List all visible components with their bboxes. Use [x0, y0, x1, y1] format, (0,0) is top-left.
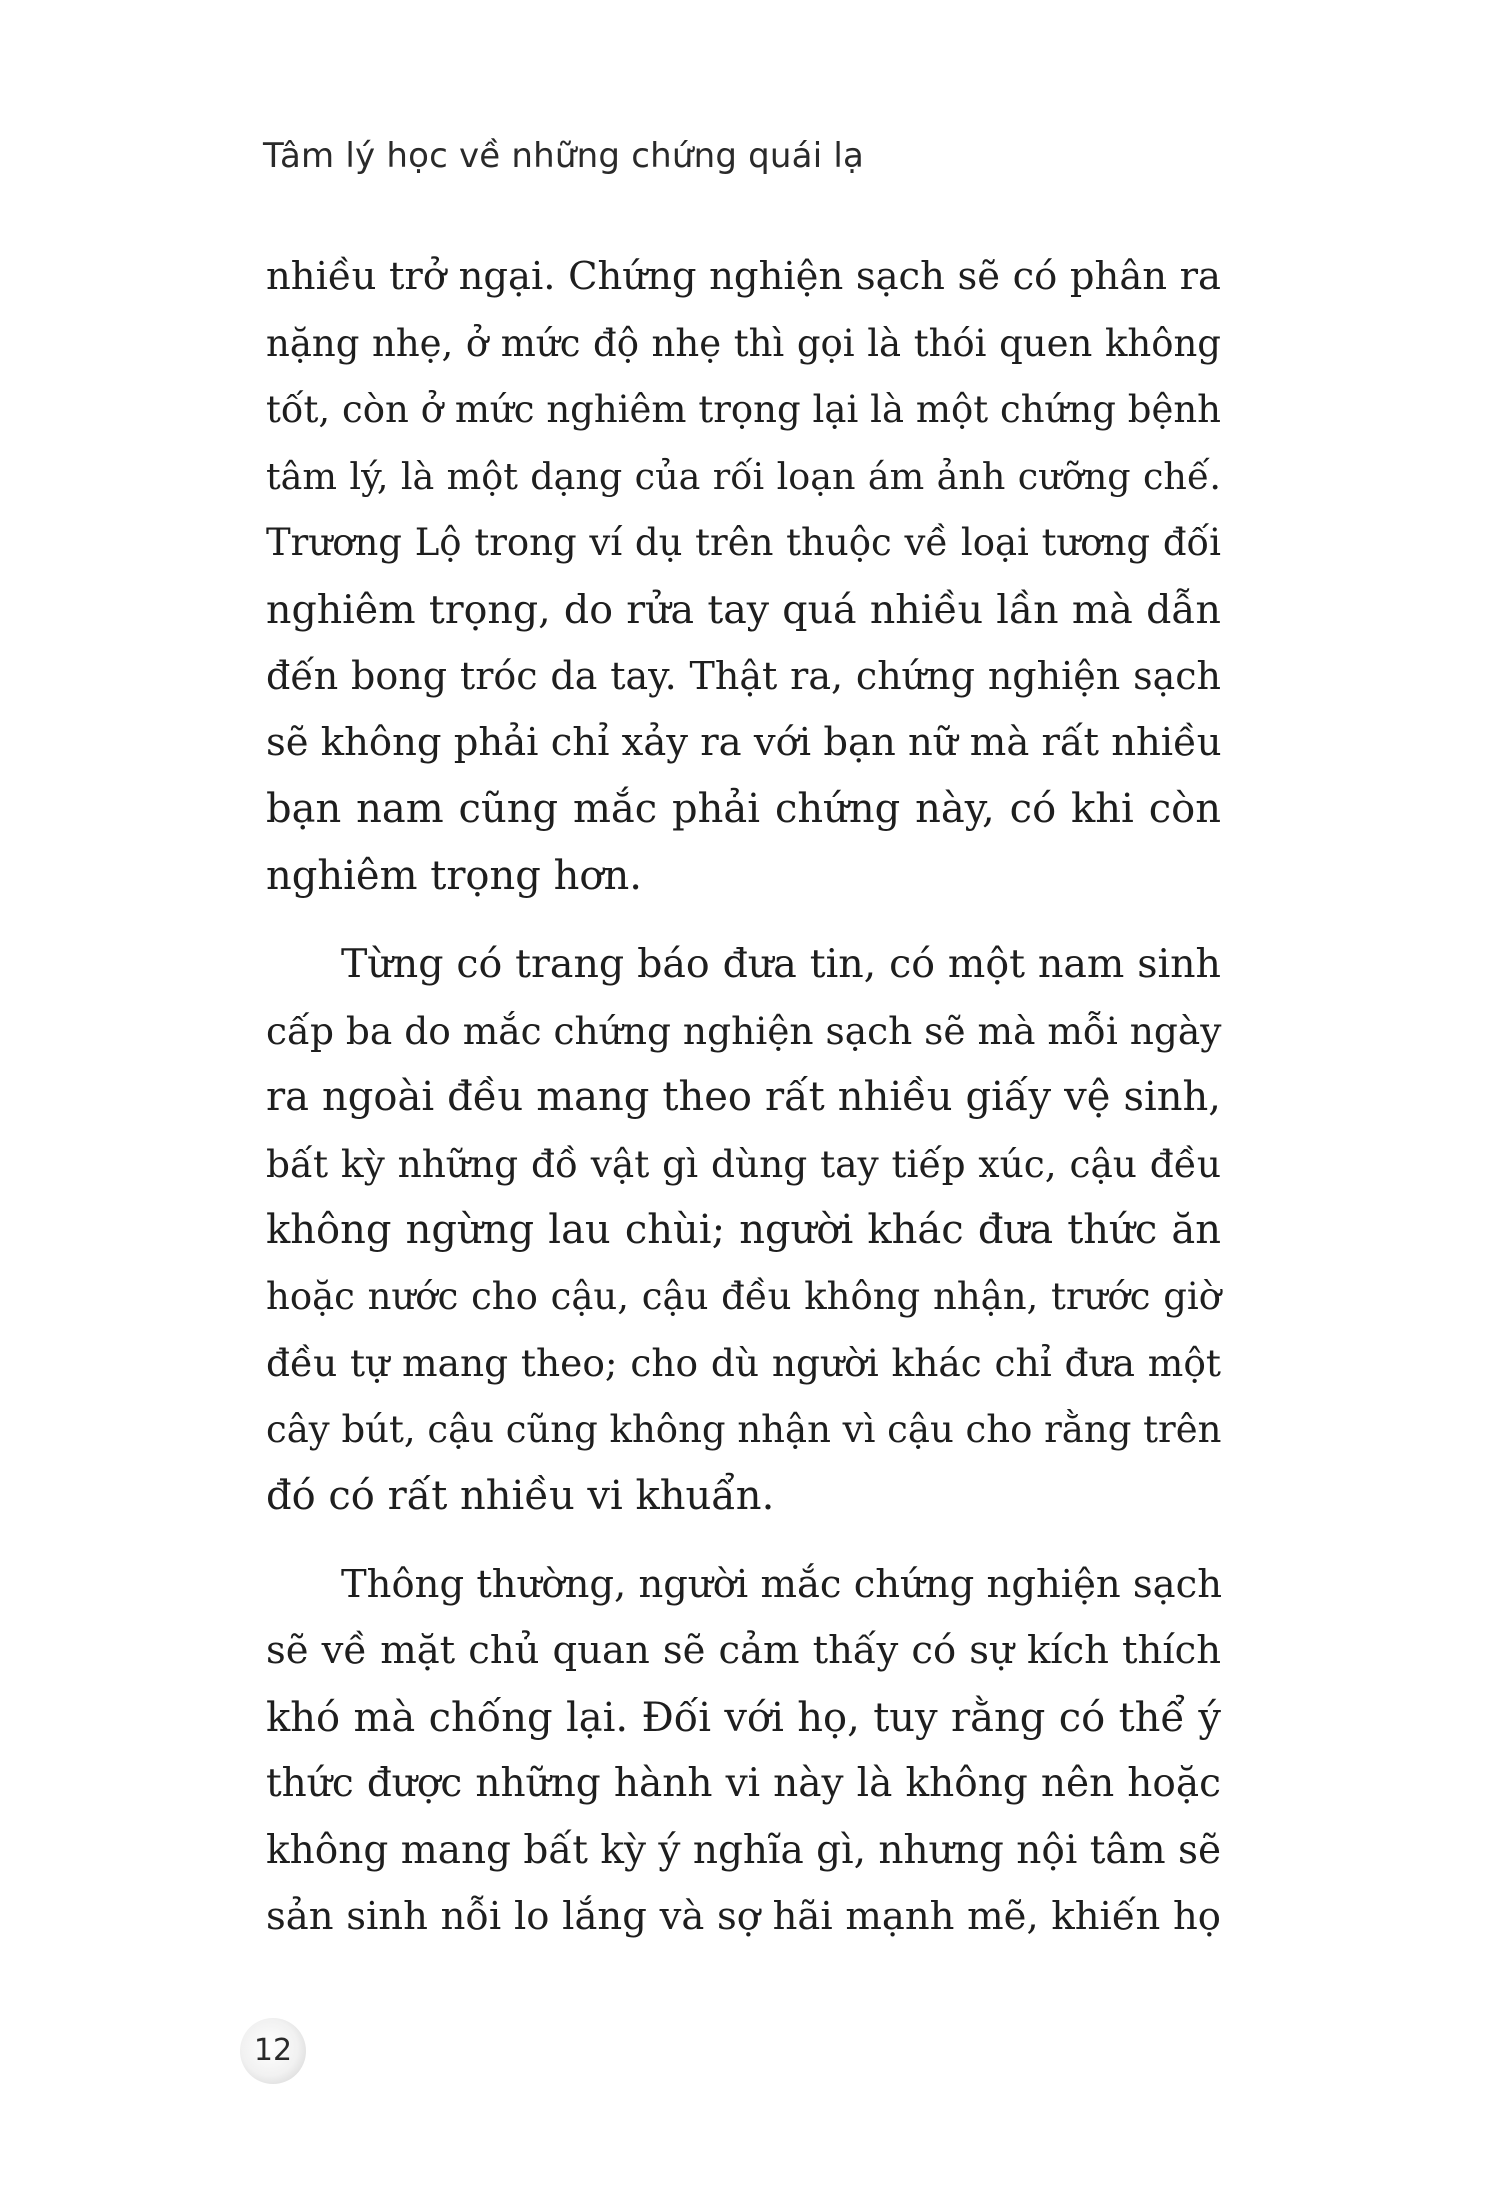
text-line: khó mà chống lại. Đối với họ, tuy rằng có thể ý [266, 1694, 1221, 1741]
text-line: tốt, còn ở mức nghiêm trọng lại là một chứng bệnh [266, 388, 1221, 431]
text-line: đến bong tróc da tay. Thật ra, chứng nghiện sạch [266, 654, 1221, 698]
text-line: không ngừng lau chùi; người khác đưa thức ăn [266, 1207, 1221, 1253]
text-line: cây bút, cậu cũng không nhận vì cậu cho rằng trên [266, 1407, 1222, 1451]
text-line: sẽ về mặt chủ quan sẽ cảm thấy có sự kích thích [266, 1628, 1221, 1673]
text-line: sản sinh nỗi lo lắng và sợ hãi mạnh mẽ, khiến họ [266, 1894, 1221, 1939]
paragraph-2 [266, 931, 1221, 1530]
running-header: Tâm lý học về những chứng quái lạ [263, 136, 865, 176]
paragraph-1 [266, 244, 1221, 909]
text-line: bất kỳ những đồ vật gì dùng tay tiếp xúc, cậu đều [266, 1141, 1221, 1186]
text-line: nặng nhẹ, ở mức độ nhẹ thì gọi là thói quen không [266, 321, 1221, 365]
text-line: nhiều trở ngại. Chứng nghiện sạch sẽ có phân ra [266, 254, 1221, 299]
text-line: bạn nam cũng mắc phải chứng này, có khi còn [266, 786, 1221, 832]
page-number-badge [240, 2018, 306, 2084]
text-line: nghiêm trọng hơn. [266, 852, 642, 899]
page-number: 12 [253, 2033, 293, 2068]
paragraph-3 [266, 1552, 1221, 1951]
text-line: tâm lý, là một dạng của rối loạn ám ảnh cưỡng chế. [266, 454, 1221, 498]
text-line: nghiêm trọng, do rửa tay quá nhiều lần mà dẫn [266, 586, 1221, 633]
text-line: cấp ba do mắc chứng nghiện sạch sẽ mà mỗi ngày [266, 1008, 1222, 1053]
body-text [266, 244, 1221, 1973]
text-line: ra ngoài đều mang theo rất nhiều giấy vệ sinh, [266, 1074, 1221, 1120]
text-line: đều tự mang theo; cho dù người khác chỉ đưa một [266, 1341, 1221, 1385]
text-line: Trương Lộ trong ví dụ trên thuộc về loại tương đối [266, 521, 1221, 564]
text-line: không mang bất kỳ ý nghĩa gì, nhưng nội tâm sẽ [266, 1827, 1222, 1873]
text-line: Thông thường, người mắc chứng nghiện sạch [341, 1561, 1222, 1607]
text-line: hoặc nước cho cậu, cậu đều không nhận, trước giờ [266, 1274, 1221, 1318]
text-line: sẽ không phải chỉ xảy ra với bạn nữ mà rất nhiều [266, 719, 1222, 765]
text-line: đó có rất nhiều vi khuẩn. [266, 1473, 775, 1519]
text-line: Từng có trang báo đưa tin, có một nam sinh [341, 941, 1221, 987]
text-line: thức được những hành vi này là không nên hoặc [266, 1761, 1221, 1806]
